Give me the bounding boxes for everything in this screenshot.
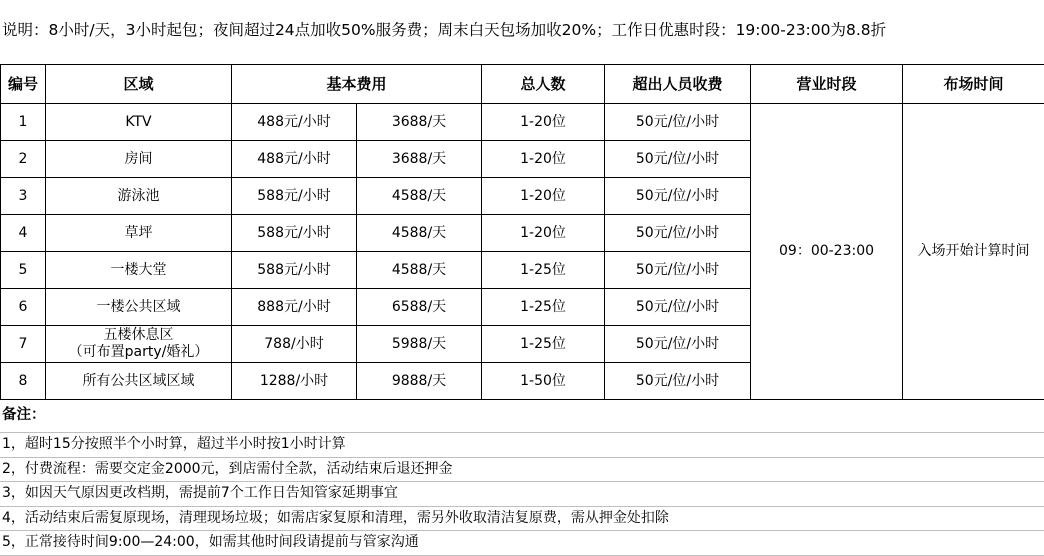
header-area: 区域: [46, 65, 232, 104]
row-extra-fee: 50元/位/小时: [605, 289, 751, 326]
header-total-people: 总人数: [482, 65, 605, 104]
row-daily-fee: 9888/天: [357, 363, 482, 400]
note-item: 1，超时15分按照半个小时算，超过半小时按1小时计算: [0, 433, 1044, 458]
row-daily-fee: 3688/天: [357, 141, 482, 178]
row-extra-fee: 50元/位/小时: [605, 326, 751, 363]
row-daily-fee: 4588/天: [357, 178, 482, 215]
notes-section: [0, 398, 1044, 556]
row-area: 房间: [46, 141, 232, 178]
row-people: 1-50位: [482, 363, 605, 400]
header-extra-fee: 超出人员收费: [605, 65, 751, 104]
row-id: 7: [1, 326, 46, 363]
business-hours-cell: 09：00-23:00: [751, 104, 903, 400]
row-area: 一楼大堂: [46, 252, 232, 289]
row-area: 所有公共区域区域: [46, 363, 232, 400]
row-area: 一楼公共区域: [46, 289, 232, 326]
setup-time-cell: 入场开始计算时间: [903, 104, 1044, 400]
header-base-fee: 基本费用: [232, 65, 482, 104]
note-item: 5，正常接待时间9:00—24:00，如需其他时间段请提前与管家沟通: [0, 531, 1044, 556]
row-id: 4: [1, 215, 46, 252]
row-people: 1-20位: [482, 104, 605, 141]
row-people: 1-25位: [482, 326, 605, 363]
row-id: 8: [1, 363, 46, 400]
row-people: 1-25位: [482, 289, 605, 326]
row-id: 5: [1, 252, 46, 289]
note-item: 4，活动结束后需复原现场，清理现场垃圾；如需店家复原和清理，需另外收取清洁复原费，需从押金处扣除: [0, 507, 1044, 532]
row-extra-fee: 50元/位/小时: [605, 178, 751, 215]
notes-title: 备注：: [0, 398, 1044, 433]
row-daily-fee: 4588/天: [357, 252, 482, 289]
table-row: [1, 104, 1044, 141]
row-daily-fee: 5988/天: [357, 326, 482, 363]
row-extra-fee: 50元/位/小时: [605, 215, 751, 252]
row-hourly-fee: 1288/小时: [232, 363, 357, 400]
row-extra-fee: 50元/位/小时: [605, 141, 751, 178]
row-hourly-fee: 588元/小时: [232, 215, 357, 252]
row-daily-fee: 4588/天: [357, 215, 482, 252]
row-id: 3: [1, 178, 46, 215]
row-area: 草坪: [46, 215, 232, 252]
row-hourly-fee: 588元/小时: [232, 178, 357, 215]
row-area-line1: 五楼休息区: [46, 327, 231, 344]
row-extra-fee: 50元/位/小时: [605, 363, 751, 400]
row-id: 1: [1, 104, 46, 141]
row-people: 1-20位: [482, 141, 605, 178]
price-table: [0, 64, 1044, 400]
row-area-line2: （可布置party/婚礼）: [46, 344, 231, 361]
description-text: 说明：8小时/天，3小时起包；夜间超过24点加收50%服务费；周末白天包场加收20%；工作日优惠时段：19:00-23:00为8.8折: [2, 16, 886, 44]
header-setup-time: 布场时间: [903, 65, 1044, 104]
row-id: 6: [1, 289, 46, 326]
note-item: 3，如因天气原因更改档期，需提前7个工作日告知管家延期事宜: [0, 482, 1044, 507]
row-people: 1-20位: [482, 215, 605, 252]
note-item: 2，付费流程：需要交定金2000元，到店需付全款，活动结束后退还押金: [0, 458, 1044, 483]
row-hourly-fee: 588元/小时: [232, 252, 357, 289]
row-id: 2: [1, 141, 46, 178]
row-area: [46, 326, 232, 363]
row-extra-fee: 50元/位/小时: [605, 104, 751, 141]
row-people: 1-20位: [482, 178, 605, 215]
row-hourly-fee: 888元/小时: [232, 289, 357, 326]
row-hourly-fee: 488元/小时: [232, 104, 357, 141]
row-daily-fee: 3688/天: [357, 104, 482, 141]
table-header-row: [1, 65, 1044, 104]
header-id: 编号: [1, 65, 46, 104]
row-hourly-fee: 788/小时: [232, 326, 357, 363]
header-business-hours: 营业时段: [751, 65, 903, 104]
row-daily-fee: 6588/天: [357, 289, 482, 326]
row-extra-fee: 50元/位/小时: [605, 252, 751, 289]
row-people: 1-25位: [482, 252, 605, 289]
row-area: 游泳池: [46, 178, 232, 215]
row-hourly-fee: 488元/小时: [232, 141, 357, 178]
row-area: KTV: [46, 104, 232, 141]
